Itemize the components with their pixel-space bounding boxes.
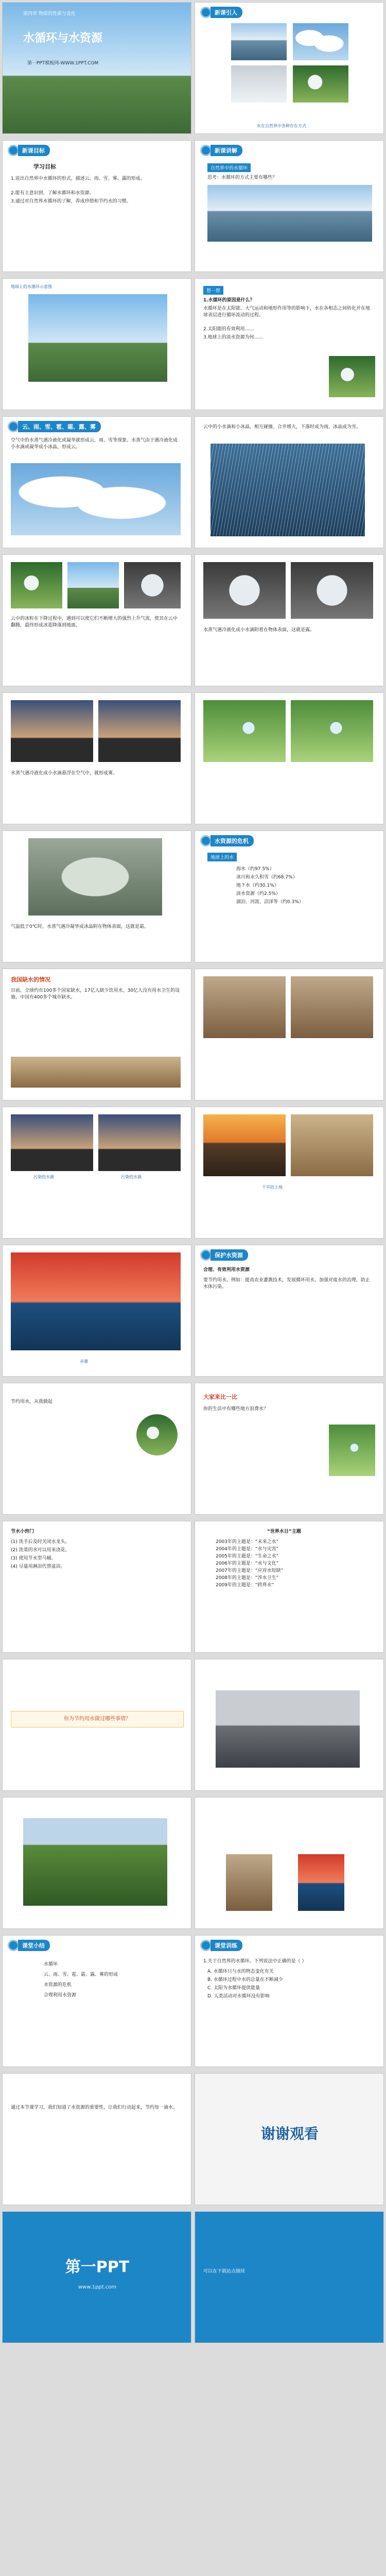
tip-item: (2) 洗菜的水可以用来浇花。 <box>11 1548 70 1553</box>
redtide-caption: 赤潮 <box>80 1359 88 1364</box>
photo-sunset <box>203 1114 286 1176</box>
fog-body: 水蒸气遇冷液化成小水滴悬浮在空气中，就形成雾。 <box>11 771 118 776</box>
slide-explore <box>195 140 384 272</box>
slide-goals <box>2 140 191 272</box>
bullet-icon <box>200 1249 212 1261</box>
day-row: 2008年的主题是：“涉水卫生” <box>216 1575 279 1581</box>
section-header: 新课讲解 <box>200 145 242 156</box>
bullet-icon <box>200 1940 212 1951</box>
photo-dew <box>293 65 348 103</box>
day-row: 2006年的主题是：“水与文化” <box>216 1561 279 1566</box>
photo-fog <box>231 65 287 103</box>
section-header: 水资源的危机 <box>200 835 254 846</box>
pollution-caption: 污染的水源 <box>33 1175 54 1179</box>
brand-info: 可以在下载站点继续 <box>203 2269 245 2274</box>
bullet-icon <box>200 145 212 156</box>
slide-crisis <box>2 969 191 1100</box>
slide-summary <box>2 1935 191 2067</box>
intro-caption: 水在自然界中各种存在方式 <box>257 124 306 128</box>
cycle-label: 地球上的水循环示意图 <box>11 284 52 289</box>
dew-body: 水蒸气遇冷液化成小水滴附着在物体表面，这就是露。 <box>203 628 315 633</box>
slide-tips <box>2 1521 191 1653</box>
tips-title: 节水小窍门 <box>11 1529 34 1534</box>
pollution-caption: 污染的水源 <box>121 1175 142 1179</box>
slide-days <box>195 1521 384 1653</box>
photo-pollution-1 <box>11 1114 93 1171</box>
photo-river <box>207 185 372 242</box>
section-header: 课堂小结 <box>8 1940 50 1951</box>
question-text: 思考：水循环的方式主要有哪些？ <box>207 175 277 180</box>
resource-tag: 地球上的水 <box>207 853 237 861</box>
rain-body: 云中的小水滴和小冰晶，相互碰撞、合并增大，下落时成为雨，冰晶成为雪。 <box>203 425 361 430</box>
campaign-quote: 你为节约用水做过哪些事情？ <box>11 1711 184 1727</box>
slide-thanks <box>195 2073 384 2205</box>
slide-think <box>195 278 384 410</box>
slide-redtide <box>2 1245 191 1377</box>
photo-plant <box>329 1425 375 1476</box>
photo-dew-grass <box>203 700 286 762</box>
think-line: 3.地球上的淡水资源为何…… <box>203 335 264 340</box>
photo-snow <box>203 562 286 619</box>
topic-tag: 自然界中的水循环 <box>207 163 251 172</box>
practice-question: 1.关于自然界的水循环，下列说法中正确的是（ ） <box>203 1959 307 1964</box>
slide-heading: 水循环与水资源 <box>23 32 103 45</box>
tip-item: (3) 使用节水型马桶。 <box>11 1556 56 1561</box>
photo-pollution-2 <box>98 1114 181 1171</box>
title-background <box>3 3 191 134</box>
photo-water-queue <box>203 976 286 1038</box>
day-row: 2007年的主题是：“应对水短缺” <box>216 1568 284 1573</box>
photo-law-book <box>226 1854 272 1911</box>
save-body: 节约用水，从我做起 <box>11 1399 53 1404</box>
family-title: 大家来比一比 <box>203 1394 237 1400</box>
section-header: 保护水资源 <box>200 1249 248 1261</box>
slide-weather <box>2 416 191 548</box>
protect-title: 合理、有效利用水资源 <box>203 1267 250 1273</box>
photo-person <box>67 562 119 608</box>
slide-laws <box>195 1797 384 1929</box>
photo-flowers <box>329 356 375 397</box>
photo-frost <box>28 838 162 916</box>
summary-item: 水资源的危机 <box>44 1982 72 1988</box>
brand-logo: 第一PPT <box>65 2258 130 2276</box>
crisis-body: 目前，全球约有100多个国家缺水，17亿人缺少饮用水，30亿人没有用水卫生的设施，中国有400多个城市缺水。 <box>11 988 180 1000</box>
summary-item: 云、雨、雪、雹、霜、露、雾的形成 <box>44 1972 118 1977</box>
slide-cycle <box>2 278 191 410</box>
hail-body: 云中的冰粒在下降过程中，遇到可以使它们不断增大的强烈上升气流，使其在云中翻腾，最终形成冰雹降落到地面。 <box>11 616 178 628</box>
bullet-icon <box>200 7 212 18</box>
think-line: 2.太阳能的有效利用…… <box>203 327 254 332</box>
day-row: 2009年的主题是：“跨界水” <box>216 1583 274 1588</box>
photo-snowball <box>291 562 373 619</box>
photo-hail <box>11 562 62 608</box>
slide-hail <box>2 554 191 686</box>
photo-fields <box>23 1818 167 1906</box>
resource-line: 湖泊、河流、沼泽等（约0.3%） <box>236 900 304 905</box>
slide-fog <box>2 692 191 824</box>
practice-option: D. 人类活动对水循环没有影响 <box>207 1994 270 1999</box>
bullet-icon <box>200 835 212 846</box>
think-tag: 想一想 <box>203 286 223 295</box>
practice-option: B. 水循环过程中水的总量在不断减少 <box>207 1977 283 1982</box>
photo-lake <box>231 23 287 60</box>
day-row: 2005年的主题是：“生命之水” <box>216 1554 279 1559</box>
site-label: 第一PPT模板网-WWW.1PPT.COM <box>27 61 99 66</box>
end-body: 通过本节课学习，我们知道了水资源的重要性，让我们行动起来，节约每一滴水。 <box>11 2105 178 2110</box>
frost-body: 气温低于0℃时，水蒸气遇冷凝华成冰晶附在物体表面，这就是霜。 <box>11 924 149 929</box>
photo-drought <box>291 1114 373 1176</box>
slide-brand-info <box>195 2211 384 2343</box>
slide-practice <box>195 1935 384 2067</box>
resource-line: 地下水（约30.1%） <box>236 883 279 888</box>
slide-intro <box>195 2 384 134</box>
slide-drought <box>195 1107 384 1239</box>
slide-save <box>2 1383 191 1515</box>
slide-resource <box>195 831 384 962</box>
practice-option: C. 太阳为水循环提供能量 <box>207 1986 260 1991</box>
summary-item: 水循环 <box>44 1962 58 1967</box>
summary-item: 合理利用水资源 <box>44 1993 77 1998</box>
resource-line: 冰川和永久积雪（约68.7%） <box>236 875 297 880</box>
photo-dry-land <box>11 1057 181 1088</box>
slide-fields <box>2 1797 191 1929</box>
slide-people <box>195 969 384 1100</box>
photo-clouds <box>293 23 348 60</box>
section-header: 新课目标 <box>8 145 50 156</box>
protect-body: 要节约用水，例如：提高农业灌溉技术，发展循环用水，加强对废水的治理，防止水体污染。 <box>203 1278 371 1290</box>
goals-title: 学习目标 <box>33 163 56 170</box>
slide-city <box>195 1659 384 1791</box>
photo-dew-leaf <box>291 700 373 762</box>
resource-line: 淡水资源（约2.5%） <box>236 891 280 896</box>
slide-brand <box>2 2211 191 2343</box>
slide-title <box>2 2 191 134</box>
slide-campaign <box>2 1659 191 1791</box>
family-body: 你的生活中有哪些地方浪费水？ <box>203 1406 269 1412</box>
think-line: 水循环是在太阳能、大气运动和地形作用等的影响下，水在各相态之间转化并在地球表层进行循环流动的过程。 <box>203 306 371 318</box>
water-saving-logo <box>136 1414 178 1455</box>
photo-law-book-2 <box>298 1854 344 1911</box>
crisis-title: 我国缺水的情况 <box>11 976 50 983</box>
slide-pollution <box>2 1107 191 1239</box>
bullet-icon <box>8 1940 19 1951</box>
practice-option: A. 水循环只与水的物态变化有关 <box>207 1969 274 1974</box>
section-header: 云、雨、雪、雹、霜、露、雾 <box>8 421 101 432</box>
section-header: 新课引入 <box>200 7 242 18</box>
slide-drops <box>195 692 384 824</box>
section-header: 课堂训练 <box>200 1940 242 1951</box>
goal-item: 3.通过对自然界水循环的了解，养成珍惜和节约水的习惯。 <box>11 199 131 204</box>
photo-fog-hill <box>98 700 181 762</box>
slide-protect <box>195 1245 384 1377</box>
title-top-text: 第四章 物质的性质与变化 <box>23 11 76 16</box>
slide-frost <box>2 831 191 962</box>
resource-line: 海水（约97.5%） <box>236 867 274 872</box>
bullet-icon <box>8 421 19 432</box>
drought-caption: 干旱的土地 <box>262 1185 283 1190</box>
think-line: 1.水循环的原因是什么？ <box>203 298 255 303</box>
thanks-text: 谢谢观看 <box>260 2125 319 2142</box>
photo-clouds <box>11 463 181 535</box>
tip-item: (1) 洗手后及时关闭水龙头。 <box>11 1539 70 1545</box>
photo-rain <box>210 444 365 536</box>
slide-dew <box>195 554 384 686</box>
photo-red-tide <box>11 1252 181 1350</box>
photo-fog-lake <box>11 700 93 762</box>
weather-body: 空气中的水蒸气遇冷液化或凝华就形成云、雨、雪等现象。水蒸气由于遇冷液化成小水滴或凝华成小冰晶，形成云。 <box>11 438 178 450</box>
day-row: 2003年的主题是：“未来之水” <box>216 1539 279 1545</box>
slide-rain <box>195 416 384 548</box>
goal-item: 2.能有主意识到，了解水循环和水资源。 <box>11 191 94 196</box>
tip-item: (4) 尽量用淋浴代替盆浴。 <box>11 1564 65 1569</box>
photo-hailstones <box>124 562 181 608</box>
days-title: “世界水日”主题 <box>267 1529 301 1534</box>
goal-item: 1.说出自然界中水循环的形式，描述云、雨、雪、雾、露的形成。 <box>11 176 145 181</box>
slide-family <box>195 1383 384 1515</box>
brand-site: www.1ppt.com <box>78 2284 117 2290</box>
diagram-water-cycle <box>28 294 167 382</box>
bullet-icon <box>8 145 19 156</box>
photo-city <box>216 1690 360 1768</box>
photo-water-carry <box>291 976 373 1038</box>
slide-end-text <box>2 2073 191 2205</box>
day-row: 2004年的主题是：“水与灾害” <box>216 1547 279 1552</box>
